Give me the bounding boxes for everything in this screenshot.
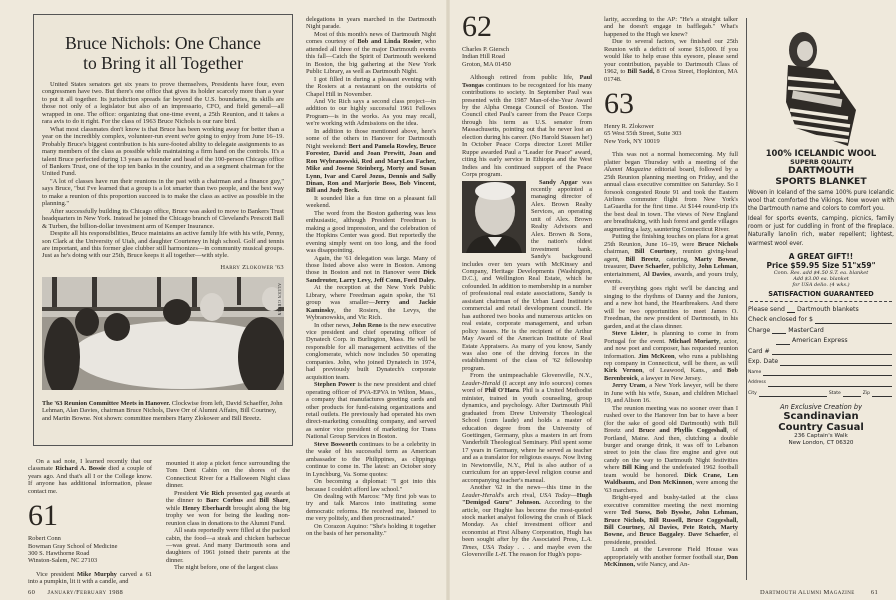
city-field[interactable] — [759, 396, 827, 397]
ad-price: Price $59.95 Size 51"x59" — [766, 260, 876, 270]
ad-divider — [746, 18, 747, 580]
state-field[interactable] — [843, 396, 861, 397]
address-row: Address — [748, 378, 894, 389]
paragraph: Although retired from public life, Paul Tsongas continues to be recognized for his many contributions to society. In September Paul was presented with the 1987 Man-of-the-Year Award by the Alpha Omega Council of Boston. The Council cited Paul's career from the Peace Corps through his term as U.S. senator from Massachusetts, pointing out that he never lost an election during his career. (No Harold Stassen he!) In October Peace Corps director Loret Miller Ruppe awarded Paul a "Leader for Peace" award, citing his early service in Ethiopia and the West Indies and his continued support of the Peace Corps program. — [462, 74, 592, 179]
address-field[interactable] — [768, 386, 892, 387]
paragraph: Steve Bosworth continues to be a celebrity in the wake of his successful term as American ambassador to the Philippines, as clippings continue to come in. The latest: an October story in Lynchburg, Va. Some quotes: — [306, 440, 436, 478]
title-line-1: Bruce Nichols: One Chance — [65, 33, 261, 53]
paragraph: On becoming a diplomat: "I got into this because I couldn't afford law school." — [306, 478, 436, 493]
paragraph: All seats reportedly were filled at the packed cabin, the food—a steak and chicken barbecue—was great. And many Dartmouth sons and daughters of 1961 joined their parents at the dinner. — [166, 527, 290, 564]
brand-name-line2: Country Casual — [778, 422, 864, 434]
paragraph: At the reception at the New York Public Library, where Freedman again spoke, the '61 group was smaller—Jerry and Jackie Kaminsky, the Rosiers, the Levys, the Wybranowskis, and Vic Rich. — [306, 284, 437, 322]
issue-date: January/February 1988 — [47, 589, 124, 596]
paragraph: Steve Lister, is planning to come in from Portugal for the event. Michael Moriarty, actor, and now poet and composer, has requested reunion information. Jim McKeon, who runs a publishing rep company in Connecticut, will be there, as will Kirk Vernon, of Leawood, Kans., and Bob Berenbroick, a lawyer in New Jersey. — [604, 330, 739, 382]
class-number-61: 61 — [28, 499, 58, 533]
magazine-name: Dartmouth Alumni Magazine — [760, 589, 855, 596]
caption-text: Clockwise from left, David Schaeffer, John Lehman, Alan Davies, chairman Bruce Nichols, Dave Orr of Alumni Affairs, Bill Courtney, and Martin Bowne. Not shown: committee members Harry Zlokower and Bill Breetz. — [42, 400, 283, 422]
paragraph: From the unimpeachable Gloversville, N.Y., Leader-Herald (I accept any info sources) comes word of Phil O'Hara. Phil is a United Methodist minister, trained in youth counseling, group dynamics, and psychology. After Dartmouth Phil graduated from Drew University Theological School (cum laude) and holds a master of education degree from the University of Goettingen, Germany, plus a masters in art from Vanderbilt Theological Seminary. Phil spent some 17 years in Germany, where he served as teacher and as a translator for religious essays. Now living in Newtonville, N.Y., Phil is also author of a curriculum for an upper-level religion course and accompanying teacher's manual. — [462, 372, 592, 484]
paragraph: In addition to those mentioned above, here's some of the others in Hanover for Dartmouth Night weekend: Bert and Pamela Rowley, Bruce Forester, David and Joan Prewitt, Joan and Ron Wybranowski, Red and MaryLou Facher, Mike and Josene Steinberg, Morty and Susan Lynn, Ivar and Carol Jozus, Dennis and Sally Dinan, Ron and Marjorie Boss, Bob Vincent, Bill and Judy Beck. — [306, 127, 436, 195]
zip-field[interactable] — [872, 396, 892, 397]
name-row: Name — [748, 368, 894, 379]
ad-product-line1: DARTMOUTH — [787, 165, 855, 176]
brand-name-line1: Scandinavian — [783, 411, 859, 423]
paragraph: And Vic Rich says a second class project—in addition to our highly successful 1961 Fellows Program—is in the works. As you may recall, we're working with Admissions on the idea. — [306, 97, 436, 128]
paragraph: Putting the finishing touches on plans for a great 25th Reunion, June 16–19, were Bruce Nichols chairman, Bill Courtney, reunion giving-head agent, Bill Breetz, catering, Marty Bowne, treasurer, Dave Schaefer, publicity, John Lehman, entertainment, Al Davies, awards, and yours truly, events. — [604, 233, 738, 285]
brand-address-line2: New London, CT 06320 — [788, 440, 854, 447]
paragraph: Stephen Power is the new president and chief operating officer of PVA-EPVA in Wilton, Mass., a company that manufactures greeting cards and other products for fund-raising organizations and retail outlets. He previously had operated his own direct-marketing consulting company, and served as senior vice president of marketing for Trans National Group Services in Boston. — [306, 381, 436, 441]
right-footer — [760, 589, 878, 596]
quantity-field[interactable] — [787, 312, 795, 313]
paragraph: This was not a normal homecoming. My full platter began Thursday with a meeting of the Alumni Magazine editorial board, followed by a 25th Reunion planning meeting on Friday, and the annual class executive committee on Saturday. So I forsook congested Route 91 and took the Eastern Airlines commuter flight from New York's LaGuardia for the first time. At $144 round-trip it's the best deal in town. The views of New England are breathtaking, with lush forest and gentle villages augmenting a lazy, sauntering Connecticut River. — [604, 151, 738, 233]
page-number: 60 — [28, 589, 36, 596]
amex-checkbox[interactable] — [776, 344, 790, 345]
sidebar-body — [42, 81, 284, 271]
blanket-advertisement — [748, 20, 894, 447]
column-1 — [28, 458, 152, 586]
portrait-photo — [462, 181, 526, 253]
column-3 — [306, 16, 436, 538]
paragraph: On a sad note, I learned recently that our classmate Richard A. Bossie died a couple of years ago. And that's all I or the College know. If anyone has additional information, please contact me. — [28, 458, 152, 495]
paragraph: Lunch at the Leverone Field House was appropriately with another former football star, Don McKinnon, wife Nancy, and An- — [604, 546, 738, 569]
charge-row: Charge MasterCard — [748, 326, 824, 334]
ad-paragraph: Ideal for sports events, camping, picnics, family room or just for cuddling in front of the fireplace. Naturally lanolin rich, water repellent; lightest, warmest wool ever. — [748, 216, 894, 247]
ad-paragraph: Woven in Iceland of the same 100% pure Icelandic wool that comforted the Vikings. Now woven with the Dartmouth name and colors to comfort you. — [748, 190, 894, 213]
paragraph: President Vic Rich presented gag awards at the dinner to Barc Corbus and Bill Share, while Henry Eberhardt brought along the big trophy we won for being the leading non-reunion class in donations to the Alumni Fund. — [166, 489, 290, 527]
committee-photo — [42, 277, 284, 390]
ad-exclusive: An Exclusive Creation by — [779, 403, 863, 412]
photo-caption — [42, 400, 284, 422]
card-number-field[interactable] — [772, 354, 892, 355]
paragraph: delegations in years marched in the Dartmouth Night parade. — [306, 16, 436, 31]
paragraph: Sandy Apgar was recently appointed a managing director of Alex. Brown Realty Services, an operating unit of Alex. Brown Realty Advisors and Alex. Brown & Sons, the nation's oldest investment bank. Sandy's background includes over ten years with McKinsey and Company, Heritage Developments (Washington, D.C.), and Wellington Real Estate, which he cofounded. In addition to membership in a number of professional real estate associations, Sandy is assistant chairman of the Urban Land Institute's commercial and retail development council. He has authored two books and numerous articles on real estate, corporate management, and urban policy issues. He is the recipient of the Arthur May Award of the American Institute of Real Estate Appraisers. As many of you know, Sandy was also one of the driving forces in the establishment of the class of '62 fellowship program. — [462, 178, 592, 372]
paragraph: Vice president Mike Murphy carved a 61 into a pumpkin, lit it with a candle, and — [28, 570, 152, 586]
right-page — [448, 0, 896, 600]
exp-row: Exp. Date — [748, 357, 894, 368]
amex-row: American Express — [748, 336, 894, 347]
ad-tax-note: Conn. Res. add $4.50 S.T. ea. blanket — [773, 269, 869, 276]
byline: Harry Zlokower '63 — [220, 263, 284, 271]
column-5 — [604, 16, 738, 569]
column-2 — [166, 460, 290, 572]
paragraph: I got filled in during a pleasant evening with the Rosiers at a restaurant on the outskirts of Chapel Hill in November. — [306, 75, 436, 98]
paragraph: "A lot of classes have run their reunions in the past with a chairman and a finance guy," says Bruce, "but I've learned that a group is a lot smarter than two people, and the best way to make a reunion of this proportion succeed is to make the class as active as possible in the planning." — [42, 177, 284, 208]
paragraph: Due to several factors, we finished our 25th Reunion with a deficit of some $15,000. If you would like to help erase this eyesore, please send your contribution, payable to Dartmouth Class of 1962, to Bill Sadd, 8 Cross Street, Hopkinton, MA 01748. — [604, 38, 738, 83]
paragraph: Again, the '61 delegation was large. Many of those listed above also were in Boston. Among those in Boston and not in Hanover were Dick Sandreuter, Larry Levy, Jeff Conn, Ford Daley. — [306, 254, 436, 284]
page-number: 61 — [870, 589, 879, 596]
paragraph: Despite all his responsibilities, Bruce maintains an active family life with his wife, Penny, son Clark at the University of Utah, and daughter Courteney in high school. Golf and tennis are important, and this former glee clubber still harmonizes—in community musical groups. Just as he's doing with our 25th, Bruce keeps it all together—with style. — [42, 230, 284, 260]
ad-product-line2: SPORTS BLANKET — [775, 175, 867, 187]
photo-illustration — [42, 277, 284, 390]
paragraph: Bright-eyed and bushy-tailed at the class executive committee meeting the next morning were Ted Suess, Bob Bysshe, John Lehman, Bruce Nichols, Bill Russell, Bruce Coggeshall, Bill Courtney, Al Davies, Pete Rotch, Marty Bowne, and Bruce Baggaley. Dave Schaefer, el presidente, presided. — [604, 494, 739, 546]
class-number-62: 62 — [462, 10, 492, 43]
exp-date-field[interactable] — [780, 365, 892, 366]
paragraph: The reunion meeting was no sooner over than I rushed over to the Hanover Inn bar to have a beer (for the sake of good old Dartmouth) with Bill Breetz and Bruce and Phyllis Coggeshall, of Portland, Maine. And then, clutching a double burger and orange drink, it was off to Lebanon street to join the class fire engine and give out candy on the way to Dartmouth Night festivities where Bill King and the undefeated 1962 football team would be honored. Dick Crane, Len Waldbaum, and Don McKinnon, were among the '63 marchers. — [604, 404, 739, 494]
ad-gift: A GREAT GIFT!! — [788, 251, 854, 261]
caption-title: The '63 Reunion Committee Meets in Hanover. — [42, 400, 171, 407]
paragraph: Most of this month's news of Dartmouth Night comes courtesy of Bob and Linda Rosier, who attended all three of the major Dartmouth events this fall—Catch the Spirit of Dartmouth weekend in Boston, the big gathering at the New York Public Library, as well as Dartmouth Night. — [306, 30, 437, 76]
title-line-2: to Bring it all Together — [83, 53, 243, 73]
city-state-zip-row: City State Zip — [748, 389, 894, 400]
name-field[interactable] — [763, 375, 892, 376]
brand-address-line1: 236 Captain's Walk — [794, 433, 848, 440]
paragraph: Jerry Uram, a New York lawyer, will be there in June with his wife, Susan, and children Michael 19, and Alison 16. — [604, 382, 738, 405]
photo-credit: ALLEN GREEN — [277, 283, 282, 316]
blanket-illustration — [748, 20, 894, 148]
paragraph: In other news, John Reno is the new executive vice president and chief operating officer of Dynatech Corp. in Burlington, Mass. He will be responsible for all management activities of the conglomerate, which now includes 50 operating companies. John, who joined Dynatech in 1974, had previously built Dynatech's corporate acquisition team. — [306, 321, 436, 381]
ad-subheadline: SUPERB QUALITY — [790, 158, 852, 166]
paragraph: If everything goes right we'll be dancing and singing to the rhythms of Danny and the Juniors, and a new hot band, the Heartbreakers. And there will be two opportunities to meet James O. Freedman, the new president of Dartmouth, in his garden, and at the class dinner. — [604, 285, 738, 330]
class-secretary-address: Henry R. Zlokower 65 West 55th Street, Suite 303 New York, NY 10019 — [604, 123, 682, 145]
column-4 — [462, 12, 592, 559]
sidebar-title — [34, 33, 292, 73]
class-number-63: 63 — [604, 87, 634, 121]
paragraph: It sounded like a fun time on a pleasant fall weekend. — [306, 194, 436, 210]
ad-headline: 100% ICELANDIC WOOL — [765, 148, 877, 158]
paragraph: The night before, one of the largest class — [174, 564, 278, 572]
portrait-illustration — [462, 181, 526, 253]
left-footer — [28, 589, 123, 596]
paragraph: On dealing with Marcos: "My first job was to try and talk Marcos into instituting some democratic reforms. He received me, listened to me very politely, and then procrastinated." — [306, 493, 436, 523]
ad-shipping-note: Add $3.00 ea. blanket — [793, 275, 849, 282]
mastercard-checkbox[interactable] — [772, 333, 786, 334]
paragraph: Another '62 in the news—this time in the Leader-Herald's arch rival, USA Today—Hugh "Demigod Guru" Johnson. According to the article, our Hughie has become the most-quoted stock market analyst following the crash of Black Monday. As chief investment officer and economist at First Albany Corporation, Hugh has been sought after by the Associated Press, L.A. Times, USA Today . . . and maybe even the Gloversville L-H. The reason for Hugh's popu- — [462, 484, 592, 559]
ad-body — [748, 189, 894, 248]
quantity-row: Please send Dartmouth blankets — [748, 305, 859, 313]
paragraph: The word from the Boston gathering was less enthusiastic, although President Freedman is making a good impression, and the celebration of the Hopkins Center was good. But reportedly the evening simply went on too long, and the food was disappointing. — [306, 209, 436, 255]
paragraph: United States senators get six years to prove themselves, Presidents have four, even congressmen have two. But there's one office that gives its holder scarcely more than a year to put it all together. Its jurisdiction spreads far beyond the U.S. boundaries, its skills are those not only of a legislator but also of an impressario, CFO, and field general—all wrapped in one. The office: organizing that one-time event, a 25th Reunion, and it takes a rara avis to do it right. For the class of 1963 Bruce Nichols is our rare bird. — [42, 81, 284, 126]
ad-delivery-note: for USA delio. (4 wks.) — [792, 282, 850, 289]
paragraph: mounted it atop a picket fence surrounding the Tom Dent Cabin on the shores of the Connecticut River for a Halloween Night class dinner. — [166, 460, 290, 490]
paragraph: What most classmates don't know is that Bruce has been working away for better than a year on the incredibly complex, volunteer-run event we're going to enjoy from June 16–19. Probably Bruce's biggest contribution is his sure-footed ability to delegate assignments to as many members of the class as possible while maintaining a firm hand on the controls. It's a talent Bruce perfected during 13 years as founder and head of the 100-person Chicago office of Bankers Trust, one of the top ten banks in the country, and as a segment chairman for the United Fund. — [42, 125, 284, 178]
order-form — [748, 305, 894, 400]
class-secretary-address: Charles P. Giersch Indian Hill Road Groton, MA 01450 — [462, 46, 511, 68]
class-secretary-address: Robert Conn Bowman Gray School of Medicine 300 S. Hawthorne Road Winston-Salem, NC 27103 — [28, 535, 118, 565]
card-row: Card # — [748, 347, 894, 358]
coupon-cut-line — [750, 301, 892, 302]
sidebar-article — [33, 14, 293, 446]
paragraph: On Corazon Aquino: "She's holding it together on the basis of her personality." — [306, 522, 436, 538]
paragraph: After successfully building its Chicago office, Bruce was asked to move to Bankers Trust headquarters in New York. Instead he joined the Chicago branch of Cleveland's Prescott Ball & Turben, the billion-dollar investment arm of Kemper Insurance. — [42, 207, 284, 230]
check-amount-field[interactable] — [815, 323, 892, 324]
ad-guarantee: SATISFACTION GUARANTEED — [768, 289, 874, 298]
paragraph: larity, according to the AP: "He's a straight talker and he doesn't engage in bafflegab." What's happened to the Hugh we knew? — [604, 16, 738, 38]
check-row: Check enclosed for $ — [748, 315, 894, 326]
blanket-wrapped-figure-icon — [748, 20, 894, 148]
